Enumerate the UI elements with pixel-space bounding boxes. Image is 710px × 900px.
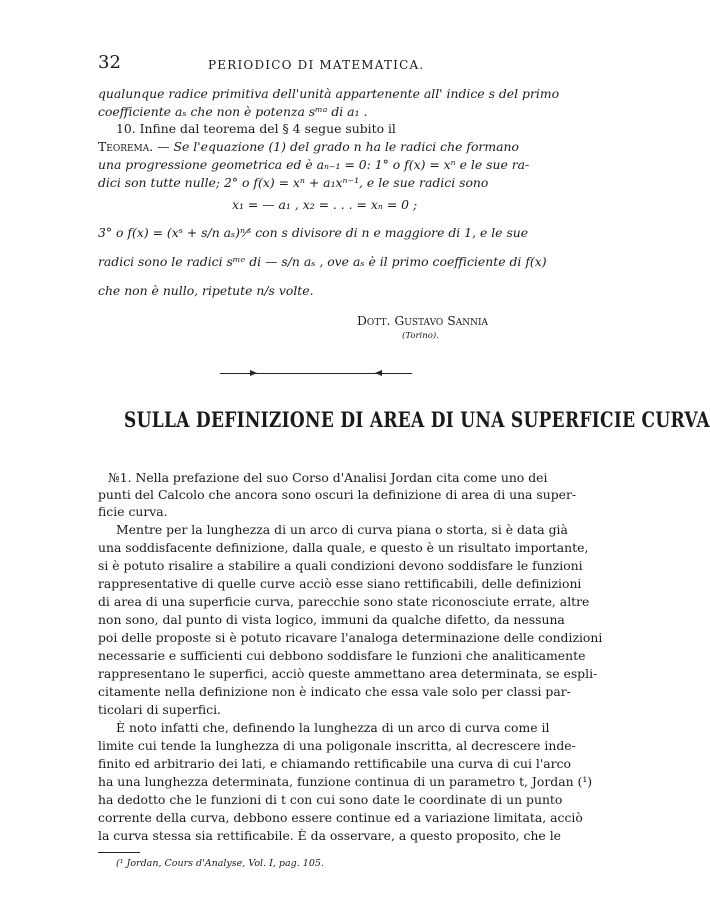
text-line: dici son tutte nulle; 2° o f(x) = xⁿ + a₁xⁿ⁻¹, e le sue radici sono [98, 175, 489, 190]
footnote: (¹ Jordan, Cours d'Analyse, Vol. I, pag. 105. [116, 858, 324, 869]
theorem-line [98, 139, 519, 154]
text-line: qualunque radice primitiva dell'unità appartenente all' indice s del primo [98, 86, 560, 101]
paragraph-line: corrente della curva, debbono essere continue ed a variazione limitata, acciò [98, 810, 583, 825]
text-line: radici sono le radici sᵐᵉ di — s/n aₛ , ove aₛ è il primo coefficiente di f(x) [98, 254, 547, 269]
paragraph-line: finito ed arbitrario dei lati, e chiamando rettificabile una curva di cui l'arco [98, 756, 571, 771]
theorem-text: — Se l'equazione (1) del grado n ha le radici che formano [153, 139, 519, 154]
paragraph-line: citamente nella definizione non è indicato che essa vale solo per classi par- [98, 684, 571, 699]
paragraph-line: ficie curva. [98, 504, 168, 519]
paragraph-line: limite cui tende la lunghezza di una poligonale inscritta, al decrescere inde- [98, 738, 576, 753]
paragraph-line: ticolari di superfici. [98, 702, 221, 717]
text-line: che non è nullo, ripetute n/s volte. [98, 283, 314, 298]
section-10-line: 10. Infine dal teorema del § 4 segue subito il [116, 121, 396, 136]
divider-ornament-left [250, 370, 257, 376]
equation-roots: x₁ = — a₁ , x₂ = . . . = xₙ = 0 ; [232, 197, 418, 212]
paragraph-line: Mentre per la lunghezza di un arco di curva piana o storta, si è data già [116, 522, 568, 537]
paragraph-line: non sono, dal punto di vista logico, immuni da qualche difetto, da nessuna [98, 612, 565, 627]
theorem-label: Teorema. [98, 139, 154, 154]
author-signature: Dott. Gustavo Sannia [357, 313, 489, 328]
paragraph-line: una soddisfacente definizione, dalla quale, e questo è un risultato importante, [98, 540, 589, 555]
paragraph-line: la curva stessa sia rettificabile. È da osservare, a questo proposito, che le [98, 828, 561, 843]
paragraph-line: rappresentative di quelle curve acciò esse siano rettificabili, delle definizioni [98, 576, 582, 591]
paragraph-line: punti del Calcolo che ancora sono oscuri la definizione di area di una super- [98, 487, 577, 502]
author-affiliation: (Torino). [402, 331, 439, 341]
paragraph-line: rappresentano le superfici, acciò queste ammettano area determinata, se espli- [98, 666, 598, 681]
page-number: 32 [98, 52, 121, 73]
text-line: coefficiente aₛ che non è potenza sᵐᵃ di a₁ . [98, 104, 368, 119]
paragraph-line: ha una lunghezza determinata, funzione continua di un parametro t, Jordan (¹) [98, 774, 593, 789]
paragraph-line: №1. Nella prefazione del suo Corso d'Analisi Jordan cita come uno dei [108, 470, 548, 485]
running-head: PERIODICO DI MATEMATICA. [208, 58, 425, 72]
text-line: una progressione geometrica ed è aₙ₋₁ = 0: 1° o f(x) = xⁿ e le sue ra- [98, 157, 530, 172]
text-line: 3° o f(x) = (xˢ + s/n aₛ)ⁿ⁄ˢ con s divisore di n e maggiore di 1, e le sue [98, 225, 529, 240]
paragraph-line: È noto infatti che, definendo la lunghezza di un arco di curva come il [116, 720, 550, 735]
footnote-rule [98, 852, 140, 853]
section-divider [220, 373, 412, 374]
paragraph-line: si è potuto risalire a stabilire a quali condizioni devono soddisfare le funzioni [98, 558, 583, 573]
divider-ornament-right [375, 370, 382, 376]
article-title: SULLA DEFINIZIONE DI AREA DI UNA SUPERFICIE CURVA [124, 408, 710, 433]
paragraph-line: necessarie e sufficienti cui debbono soddisfare le funzioni che analiticamente [98, 648, 586, 663]
paragraph-line: di area di una superficie curva, parecchie sono state riconosciute errate, altre [98, 594, 590, 609]
paragraph-line: ha dedotto che le funzioni di t con cui sono date le coordinate di un punto [98, 792, 563, 807]
paragraph-line: poi delle proposte si è potuto ricavare l'analoga determinazione delle condizioni [98, 630, 603, 645]
